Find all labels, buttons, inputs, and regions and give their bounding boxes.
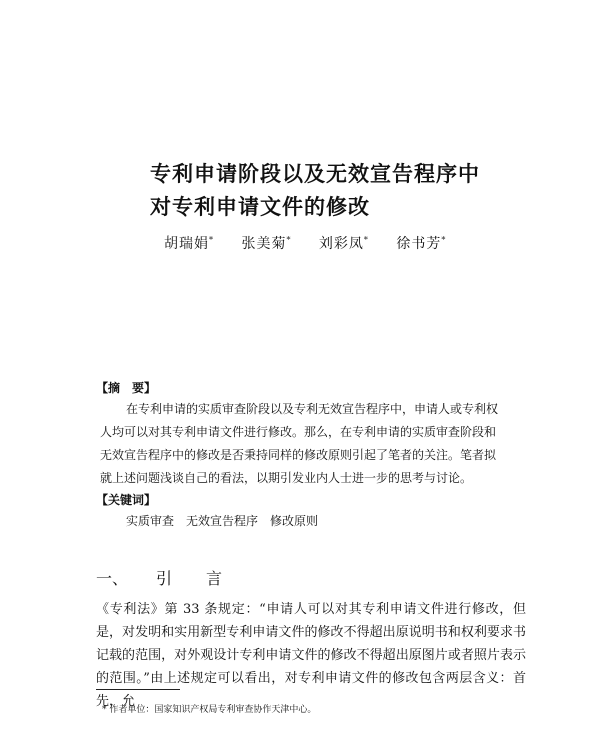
- author: [396, 233, 446, 253]
- footnote: * 作者单位：国家知识产权局专利审查协作天津中心。: [102, 705, 317, 715]
- author-list: [164, 233, 468, 253]
- keywords-label: 【关键词】: [96, 493, 157, 507]
- author: [164, 233, 214, 253]
- title-line-2: 对专利申请文件的修改: [150, 195, 370, 219]
- author-name: 张美菊: [241, 236, 287, 252]
- author: [241, 233, 291, 253]
- keywords-text: 实质审查 无效宣告程序 修改原则: [126, 514, 319, 528]
- section-title-part-2: 言: [206, 569, 223, 588]
- author-name: 徐书芳: [396, 236, 442, 252]
- abstract-text: 在专利申请的实质审查阶段以及专利无效宣告程序中，申请人或专利权人均可以对其专利申请文件进行修改。那么，在专利申请的实质审查阶段和无效宣告程序中的修改是否秉持同样的修改原则引起了笔者的关注。笔者拟就上述问题浅谈自己的看法，以期引发业内人士进一步的思考与讨论。: [100, 402, 499, 485]
- title-line-1: 专利申请阶段以及无效宣告程序中: [150, 162, 480, 186]
- author-mark: *: [363, 235, 369, 245]
- author-mark: *: [209, 235, 214, 245]
- intro-paragraph: 《专利法》第 33 条规定：“申请人可以对其专利申请文件进行修改，但是，对发明和实用新型专利申请文件的修改不得超出原说明书和权利要求书记载的范围，对外观设计专利申请文件的修改不得超出原图片或者照片表示的范围。”由上述规定可以看出，对专利申请文件的修改包含两层含义：首先，允: [96, 602, 526, 709]
- abstract-label: 【摘 要】: [96, 381, 157, 395]
- author-mark: *: [441, 235, 447, 245]
- footnote-divider: [96, 689, 180, 690]
- paper-title: [150, 158, 550, 224]
- author-name: 胡瑞娟: [164, 236, 209, 252]
- author-name: 刘彩凤: [318, 236, 364, 252]
- abstract-section: [96, 378, 500, 532]
- author-mark: *: [286, 235, 292, 245]
- author: [319, 233, 369, 253]
- section-heading: [96, 566, 222, 589]
- section-number: 一、: [96, 569, 129, 588]
- section-title-part-1: 引: [156, 569, 173, 588]
